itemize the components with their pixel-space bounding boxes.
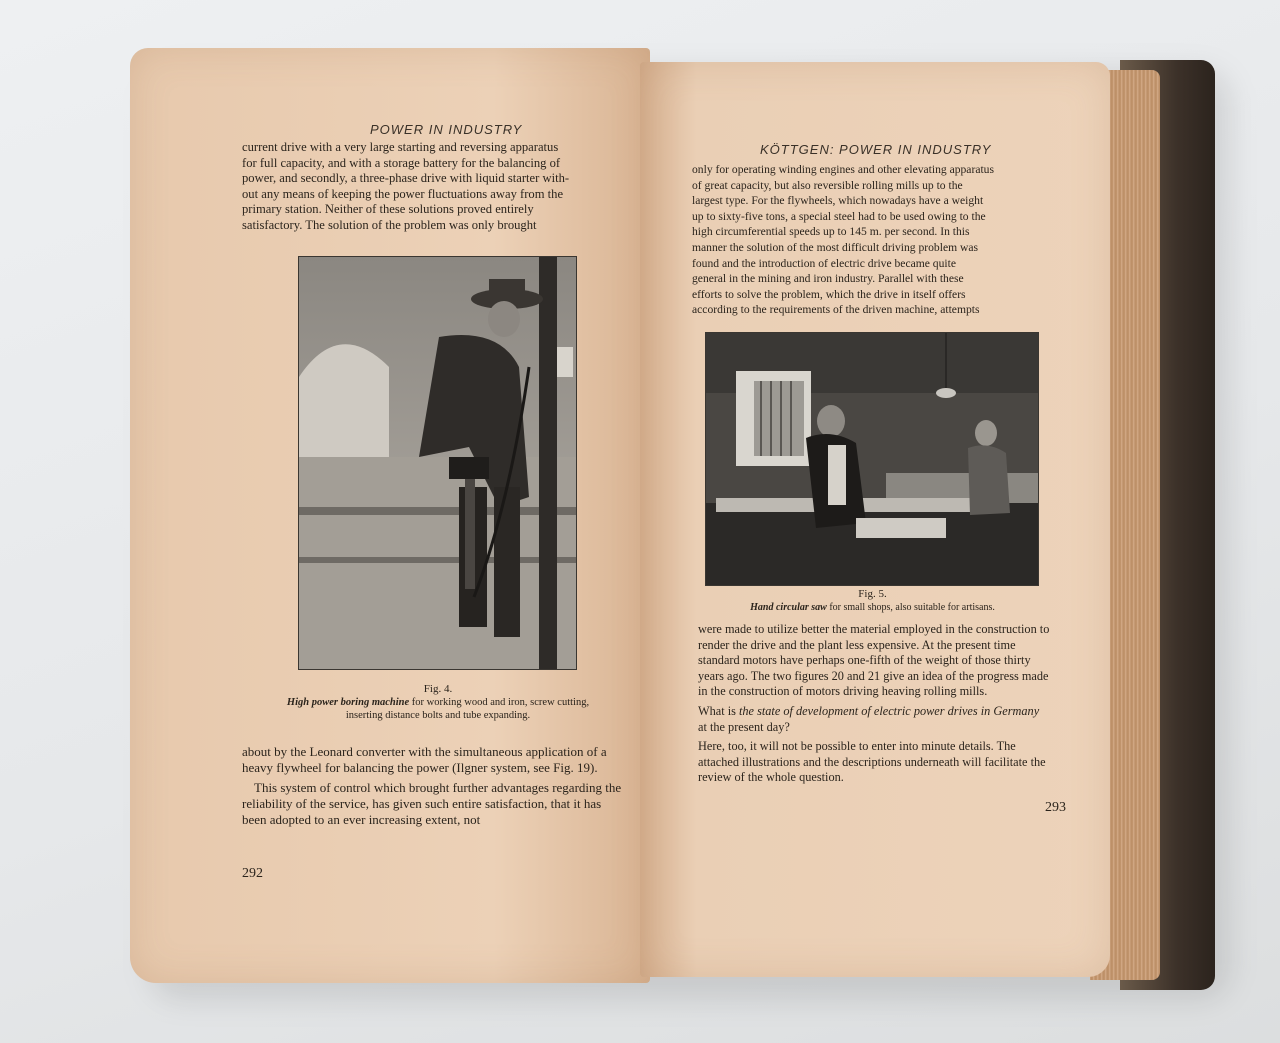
figure-4-caption — [248, 683, 628, 722]
text-line: general in the mining and iron industry. Parallel with these — [692, 272, 964, 286]
text-line: for full capacity, and with a storage battery for the balancing of — [242, 155, 561, 170]
figure-5-caption — [700, 588, 1045, 614]
text-line: only for operating winding engines and other elevating apparatus — [692, 163, 994, 176]
left-running-head: POWER IN INDUSTRY — [370, 122, 523, 137]
text-line: power, and secondly, a three-phase drive with liquid starter with- — [242, 171, 570, 185]
figure-4-caption-text: for working wood and iron, screw cutting, — [409, 697, 590, 708]
paragraph: were made to utilize better the material employed in the construction to render the drive and the plant less expensive. At the present time standard motors have perhaps one-fifth of the weight of those thirty years ago. The two figures 20 and 21 give an idea of the progress made in the construction of motors driving heaving rolling mills. — [698, 622, 1050, 699]
text-line: primary station. Neither of these solutions proved entirely — [242, 202, 534, 216]
page-number-right: 293 — [1045, 800, 1066, 815]
text-line: manner the solution of the most difficult driving problem was — [692, 240, 979, 254]
figure-5-title: Hand circular saw — [750, 602, 827, 613]
question-end: at the present day? — [698, 719, 790, 734]
figure-5-label: Fig. 5. — [858, 588, 887, 600]
left-top-text — [242, 140, 632, 233]
paragraph: This system of control which brought further advantages regarding the reliability of the service, has given such entire satisfaction, that it has been adopted to an ever increasing extent, not — [242, 780, 622, 827]
figure-4-title: High power boring machine — [286, 697, 410, 708]
right-bottom-text — [698, 622, 1050, 790]
figure-4-label: Fig. 4. — [423, 683, 453, 695]
right-page — [640, 62, 1110, 977]
right-running-head: KÖTTGEN: POWER IN INDUSTRY — [760, 142, 992, 157]
left-page — [130, 48, 650, 983]
text-line: out any means of keeping the power fluctuations away from the — [242, 186, 564, 201]
figure-4-caption-line2: inserting distance bolts and tube expanding. — [345, 710, 531, 721]
text-line: up to sixty-five tons, a special steel had to be used owing to the — [692, 209, 986, 223]
paragraph: Here, too, it will not be possible to enter into minute details. The attached illustrations and the descriptions underneath will facilitate the review of the whole question. — [698, 739, 1046, 785]
circular-saw-illustration — [706, 333, 1038, 585]
page-number-left: 292 — [242, 866, 263, 881]
text-line: found and the introduction of electric drive became quite — [692, 256, 956, 270]
text-line: largest type. For the flywheels, which nowadays have a weight — [692, 194, 984, 208]
paragraph: about by the Leonard converter with the simultaneous application of a heavy flywheel for balancing the power (Ilgner system, see Fig. 19). — [242, 744, 607, 775]
circular-saw-photo — [705, 332, 1039, 586]
text-line: efforts to solve the problem, which the drive in itself offers — [692, 287, 966, 301]
text-line: satisfactory. The solution of the problem was only brought — [242, 217, 537, 232]
left-bottom-text — [242, 744, 627, 832]
figure-5-caption-text: for small shops, also suitable for artisans. — [826, 602, 995, 613]
question-italic: the state of development of electric power drives in Germany — [738, 703, 1040, 718]
text-line: of great capacity, but also reversible rolling mills up to the — [692, 178, 963, 192]
text-line: high circumferential speeds up to 145 m. per second. In this — [692, 225, 970, 239]
paragraph — [698, 704, 1050, 735]
text-line: current drive with a very large starting and reversing apparatus — [242, 140, 559, 154]
boring-machine-photo — [298, 256, 577, 670]
text-line: according to the requirements of the driven machine, attempts — [692, 303, 980, 317]
right-top-text — [692, 162, 1047, 318]
question-start: What is — [698, 703, 739, 718]
boring-machine-illustration — [299, 257, 576, 669]
